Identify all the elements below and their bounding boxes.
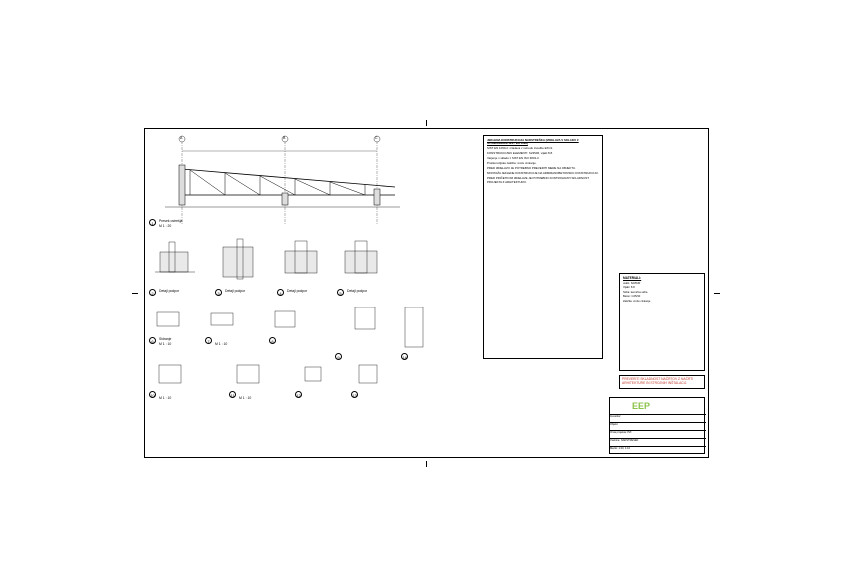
notes-line: Varjenje v skladu z SIST EN ISO 3834-3.: [487, 156, 540, 161]
grid-axis-b: B: [283, 136, 286, 140]
title-block-row: Vrsta projekta: PZI: [610, 430, 706, 434]
section-label-support-3: Detajl podpor: [287, 289, 308, 293]
detail-number-14: 14: [402, 355, 407, 360]
title-block-row: Merilo: 1:20, 1:10: [610, 446, 706, 450]
legend-item: Vijaki: 8.8: [623, 286, 635, 290]
scale-text-4: M 1 : 10: [159, 396, 172, 400]
detail-number-12: 12: [296, 393, 301, 398]
section-label-anchor: Sidranje: [159, 337, 172, 341]
notes-line: Protikorozijska zaščita: vroče cinkanje.: [487, 161, 537, 166]
legend-item: Zaščita: vroče cinkanje: [623, 299, 651, 303]
registration-mark: [426, 120, 427, 126]
registration-mark: [132, 293, 138, 294]
notes-title: JEKLENA KONSTRUKCIJA NADSTREŠKA (IZDELAVA V SKLADU Z STANDARDOM SIST EN 1090): [487, 138, 579, 146]
title-block: [609, 397, 705, 454]
detail-number-6: 6: [149, 337, 156, 344]
company-logo: EEP: [632, 401, 651, 411]
notes-line: KONSTRUKCIJSKI ELEMENTI: S235JR, vijaki 8.8.: [487, 151, 553, 156]
legend-item: Sidra: kemična sidra: [623, 290, 648, 294]
scale-text-3: M 1 : 10: [215, 342, 228, 346]
notes-line: SIST EN 1090-2: izdelava v razredu izvedbe EXC2.: [487, 146, 553, 151]
registration-mark: [714, 293, 720, 294]
scale-text-2: M 1 : 10: [159, 342, 172, 346]
title-block-row: Objekt:: [610, 422, 706, 426]
notes-line: PRED PRIČETKOM IZDELAVE JE POTREBNO KONTROLIRATI SKLADNOST PROJEKTA Z ARHITEKTURO.: [487, 176, 589, 184]
connection-details: [145, 307, 485, 407]
detail-number-8: 8: [269, 337, 276, 344]
detail-number-1: 1: [149, 219, 156, 226]
truss-elevation: [145, 129, 485, 239]
section-label-support-4: Detajl podpor: [347, 289, 368, 293]
support-details: [145, 237, 485, 302]
scale-text-5: M 1 : 10: [239, 396, 252, 400]
detail-number-9: 9: [335, 353, 342, 360]
registration-mark: [426, 461, 427, 467]
notes-line: PRED IZDELAVO JE POTREBNO PREVERITI MERE NA OBJEKTU.: [487, 166, 576, 171]
notes-line: MONTAŽA JEKLENE KONSTRUKCIJE NA ARMIRANOBETONSKO KONSTRUKCIJO.: [487, 171, 599, 176]
grid-axis-a: A: [180, 136, 183, 140]
detail-number-13: 13: [352, 393, 357, 398]
detail-number-10: 10: [150, 393, 155, 398]
section-label-roof: Presek ostrešja: [159, 219, 183, 223]
coordination-warning: PREVERITI SKLADNOST NAČRTOV Z NAČRTI ARHITEKTURE IN STROJNIH INŠTALACIJ.: [619, 375, 705, 389]
materials-legend: [619, 273, 705, 371]
legend-item: Jeklo: S235JR: [623, 281, 641, 285]
detail-number-3: 3: [215, 289, 222, 296]
drawing-sheet: [144, 128, 709, 458]
title-block-row: Vsebina: NADSTREŠEK: [610, 438, 706, 442]
scale-text-1: M 1 : 20: [159, 224, 172, 228]
legend-item: Beton: C25/30: [623, 295, 641, 299]
detail-number-5: 5: [337, 289, 344, 296]
detail-number-11: 11: [230, 393, 235, 398]
detail-number-7: 7: [205, 337, 212, 344]
detail-number-2: 2: [149, 289, 156, 296]
section-label-support-1: Detajl podpor: [159, 289, 180, 293]
technical-notes: [483, 135, 603, 359]
legend-title: MATERIALI:: [623, 276, 642, 280]
section-label-support-2: Detajl podpor: [225, 289, 246, 293]
title-block-row: Investitor:: [610, 414, 706, 418]
grid-axis-c: C: [375, 136, 378, 140]
detail-number-4: 4: [277, 289, 284, 296]
